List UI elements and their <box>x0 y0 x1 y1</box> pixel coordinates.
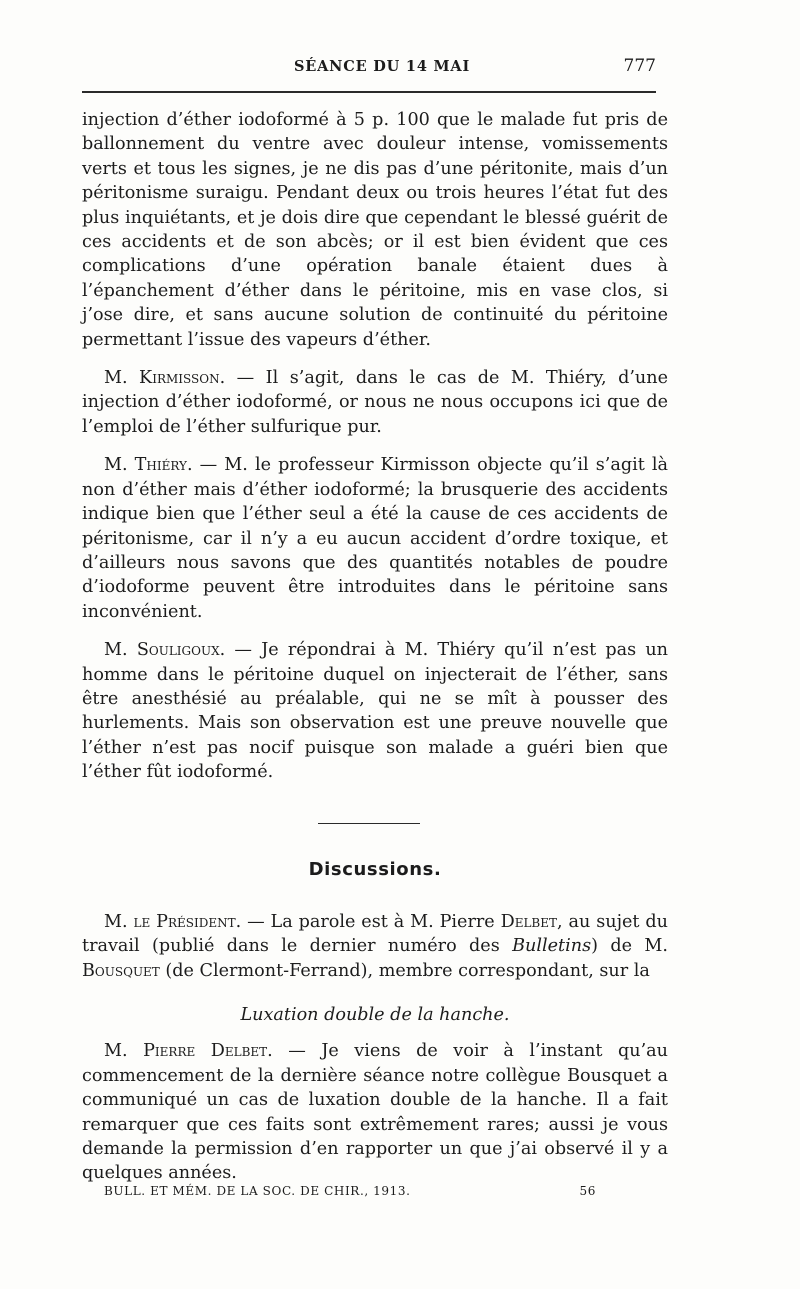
paragraph-kirmisson <box>82 366 668 439</box>
paragraph-thiery <box>82 453 668 624</box>
speaker-name: M. le Président. <box>104 912 242 933</box>
page-header <box>82 54 656 84</box>
page-footer <box>104 1184 596 1198</box>
speaker-name: M. Pierre Delbet. <box>104 1041 273 1062</box>
person-name: Bousquet <box>82 960 160 981</box>
header-rule <box>82 91 656 93</box>
page-number: 777 <box>623 56 656 76</box>
paragraph-text: (de Clermont-Ferrand), membre correspondant, sur la <box>159 960 650 981</box>
running-title: SÉANCE DU 14 MAI <box>294 58 471 75</box>
paragraph-text: — M. le professeur Kirmisson objecte qu’il s’agit là non d’éther mais d’éther iodoformé; la brusquerie des accidents indique bien que l’éther seul a été la cause de ces accidents de péritonisme, car il n’y a eu aucun accident d’ordre toxique, et d’ailleurs nous savons que des quantités notables de poudre d’iodoforme peuvent être introduites dans le péritoine sans inconvénient. <box>82 455 668 622</box>
paragraph-text: ) de M. <box>591 936 668 957</box>
speaker-name: M. Thiéry. <box>104 455 193 476</box>
section-title: Discussions. <box>308 859 442 881</box>
paragraph-president <box>82 910 668 983</box>
subsection-title: Luxation double de la hanche. <box>240 1005 510 1026</box>
paragraph-souligoux <box>82 638 668 784</box>
paragraph-text: — La parole est à M. Pierre <box>241 912 501 933</box>
paragraph-delbet <box>82 1039 668 1185</box>
journal-title: Bulletins <box>512 936 592 957</box>
speaker-name: M. Kirmisson. <box>104 368 226 389</box>
signature-mark: 56 <box>579 1184 596 1198</box>
person-name: Delbet <box>500 912 558 933</box>
paragraph-text: — Je répondrai à M. Thiéry qu’il n’est pas un homme dans le péritoine duquel on injecterait de l’éther, sans être anesthésié au préalable, qui ne se mît à pousser des hurlements. Mais son observation est une preuve nouvelle que l’éther n’est pas nocif puisque son malade a guéri bien que l’éther fût iodoformé. <box>82 640 668 783</box>
section-divider <box>318 823 420 825</box>
page-body <box>82 108 668 1186</box>
paragraph-continuation: injection d’éther iodoformé à 5 p. 100 que le malade fut pris de ballonnement du ventre avec douleur intense, vomissements verts et tous les signes, je ne dis pas d’une péritonite, mais d’un péritonisme suraigu. Pendant deux ou trois heures l’état fut des plus inquiétants, et je dois dire que cependant le blessé guérit de ces accidents et de son abcès; or il est bien évident que ces complications d’une opération banale étaient dues à l’épanchement d’éther dans le péritoine, mis en vase clos, si j’ose dire, et sans aucune solution de continuité du péritoine permettant l’issue des vapeurs d’éther. <box>82 110 668 350</box>
footer-citation: BULL. ET MÉM. DE LA SOC. DE CHIR., 1913. <box>104 1184 411 1198</box>
speaker-name: M. Souligoux. <box>104 640 226 661</box>
paragraph-text: — Il s’agit, dans le cas de M. Thiéry, d’une injection d’éther iodoformé, or nous ne nous occupons ici que de l’emploi de l’éther sulfurique pur. <box>82 368 668 437</box>
paragraph-text: — Je viens de voir à l’instant qu’au commencement de la dernière séance notre collègue Bousquet a communiqué un cas de luxation double de la hanche. Il a fait remarquer que ces faits sont extrêmement rares; aussi je vous demande la permission d’en rapporter un que j’ai observé il y a quelques années. <box>82 1041 668 1184</box>
paragraph-text: , au sujet du travail (publié dans le dernier numéro des <box>82 912 668 957</box>
